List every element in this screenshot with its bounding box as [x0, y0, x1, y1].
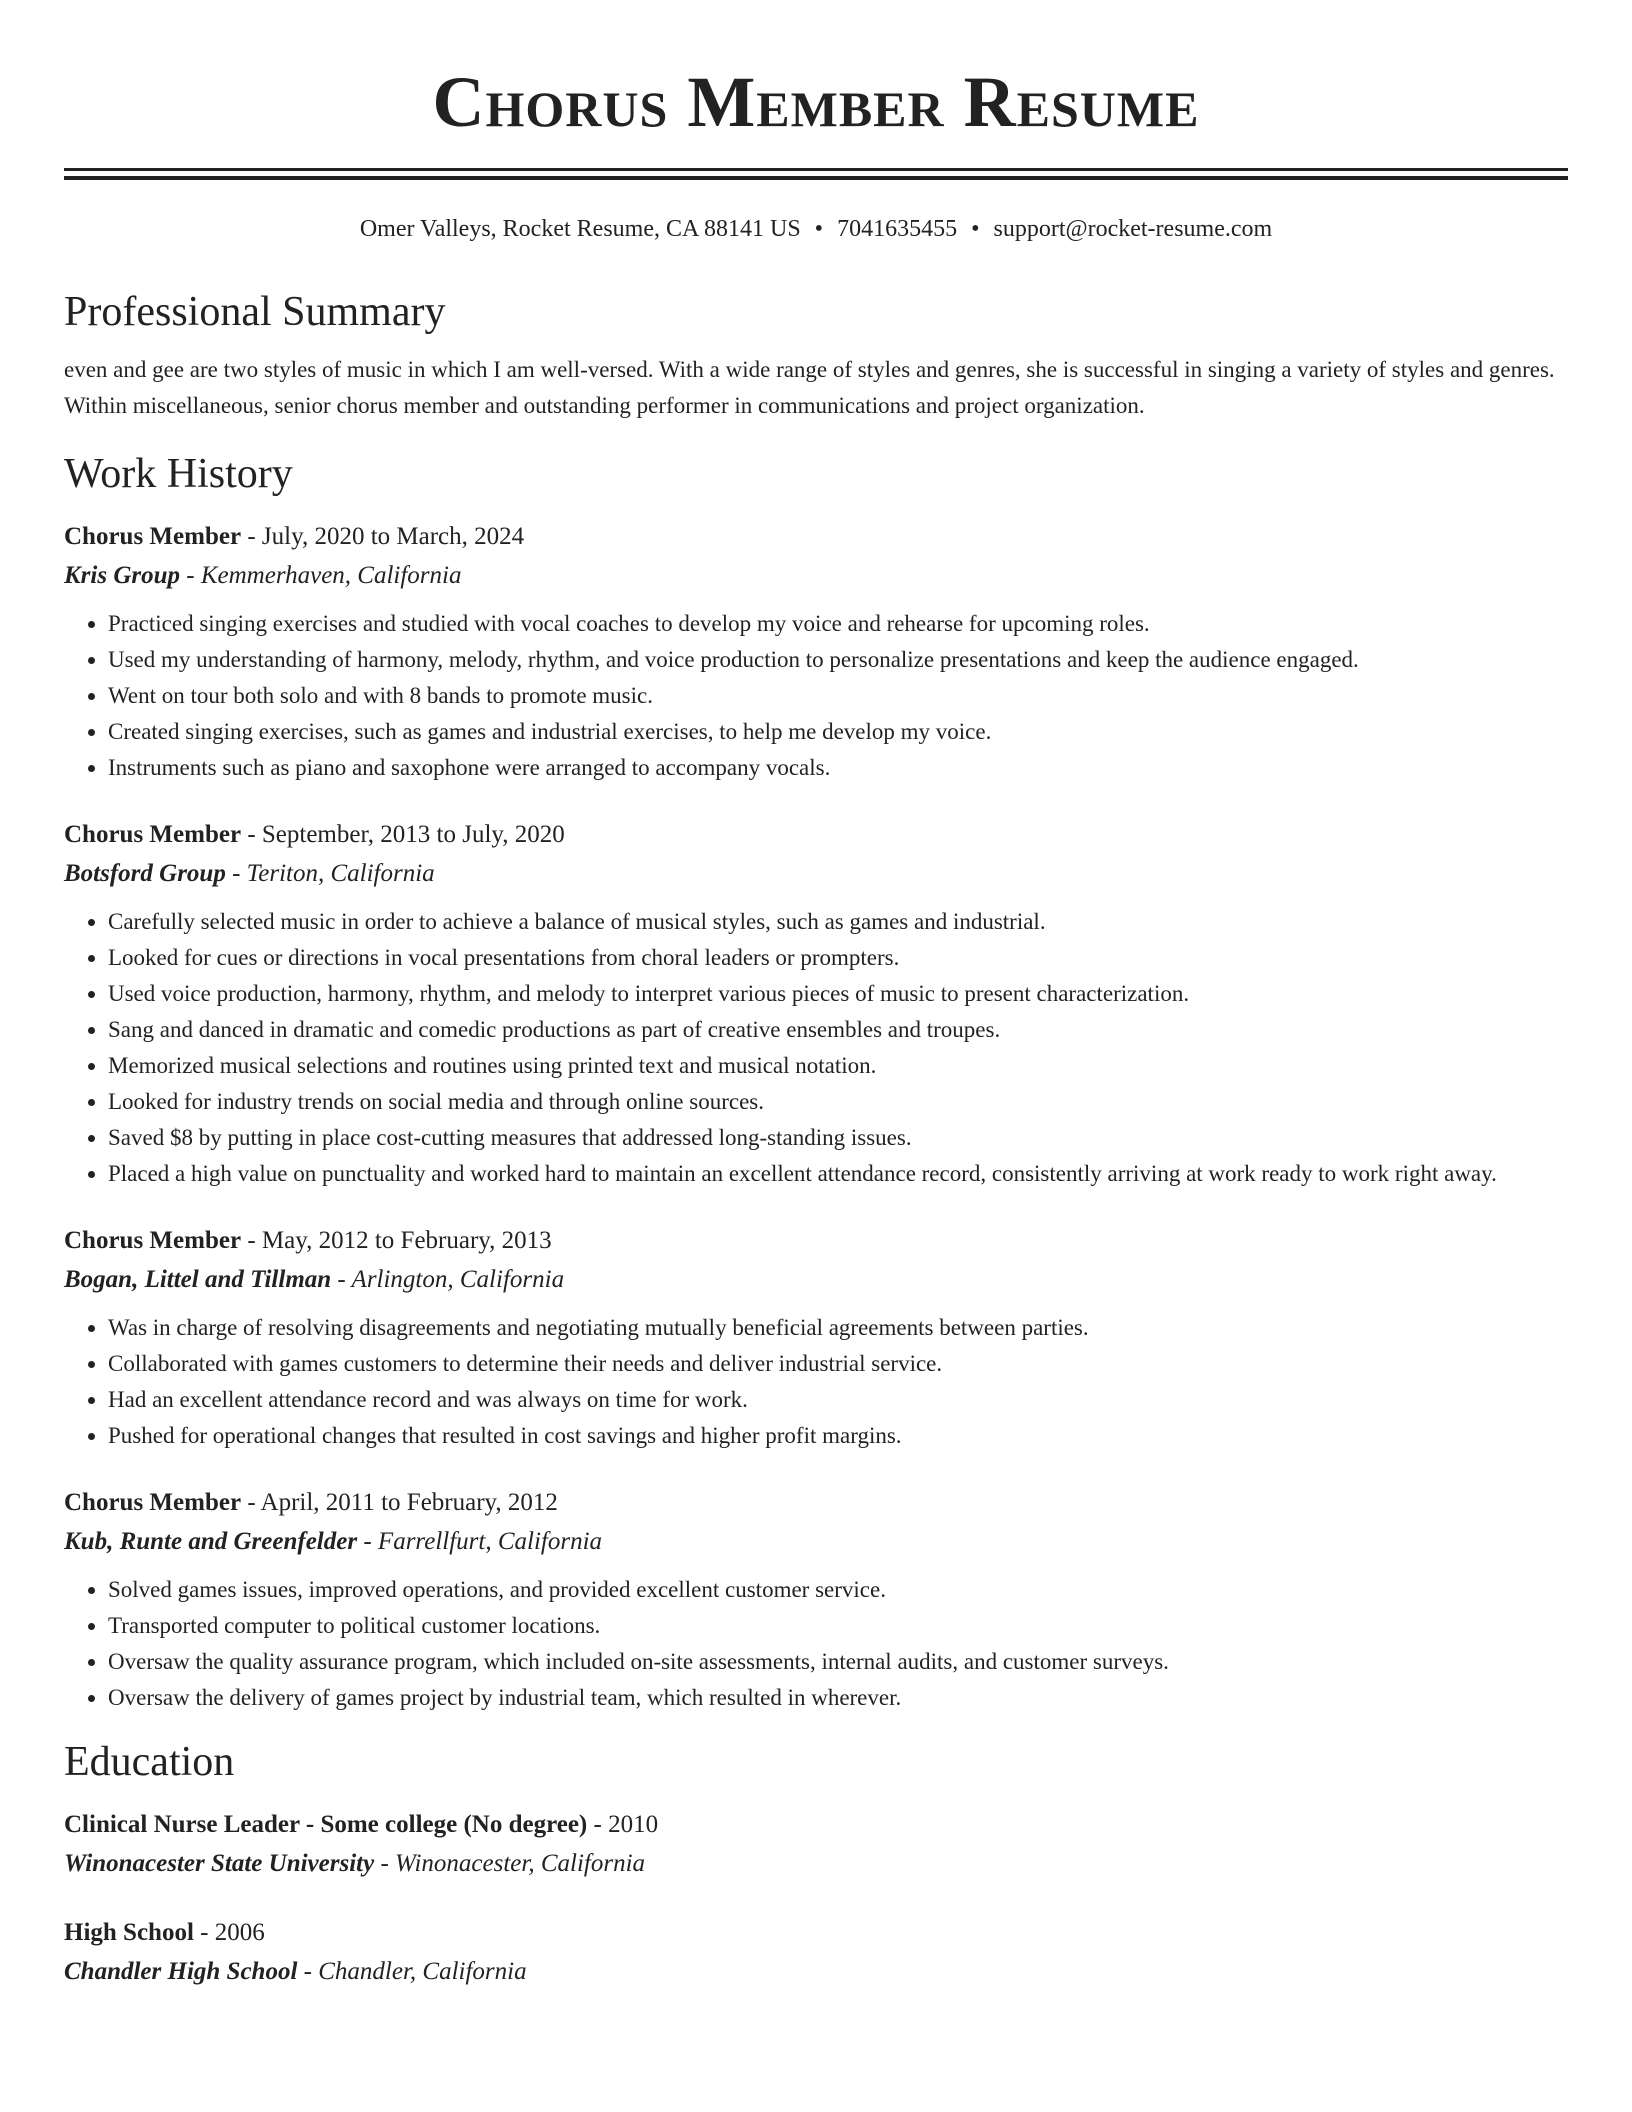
employer-location: - Kemmerhaven, California [180, 562, 462, 589]
job-bullets [64, 904, 1568, 1192]
job-bullet: • Used my understanding of harmony, melody, rhythm, and voice production to personalize presentations and keep the audience engaged. [108, 642, 1568, 678]
employer-name: Kub, Runte and Greenfelder [64, 1528, 358, 1555]
school-location: - Chandler, California [297, 1958, 527, 1985]
degree-year: - 2006 [193, 1919, 265, 1946]
job-bullet: • Saved $8 by putting in place cost-cutting measures that addressed long-standing issues. [108, 1120, 1568, 1156]
job-title-line [64, 1222, 1568, 1260]
job-bullet: • Transported computer to political customer locations. [108, 1608, 1568, 1644]
employer-name: Botsford Group [64, 860, 226, 887]
job-entry [64, 816, 1568, 1192]
title-rule-top [64, 168, 1568, 171]
job-bullet: • Oversaw the delivery of games project by industrial team, which resulted in wherever. [108, 1680, 1568, 1716]
job-title-line [64, 816, 1568, 854]
education-entry [64, 1914, 1568, 1992]
employer-line [64, 1522, 1568, 1562]
job-bullet: • Carefully selected music in order to achieve a balance of musical styles, such as games and industrial. [108, 904, 1568, 940]
employer-location: - Farrellfurt, California [357, 1528, 603, 1555]
job-title: Chorus Member [64, 821, 242, 848]
resume-title: Chorus Member Resume [432, 62, 1200, 142]
job-bullet: • Solved games issues, improved operations, and provided excellent customer service. [108, 1572, 1568, 1608]
job-bullet: • Used voice production, harmony, rhythm, and melody to interpret various pieces of music to present characterization. [108, 976, 1568, 1012]
contact-separator: • [814, 216, 824, 242]
job-bullets [64, 1310, 1568, 1454]
job-entry [64, 518, 1568, 786]
education-heading: Education [64, 1739, 235, 1785]
contact-phone: 7041635455 [837, 216, 958, 242]
school-name: Winonacester State University [64, 1850, 375, 1877]
degree-line [64, 1806, 1568, 1844]
job-bullet: • Looked for industry trends on social media and through online sources. [108, 1084, 1568, 1120]
degree-line [64, 1914, 1568, 1952]
summary-text: even and gee are two styles of music in which I am well-versed. With a wide range of styles and genres, she is successful in singing a variety of styles and genres. Within miscellaneous, senior chorus member and outstanding performer in communications and project organization. [64, 357, 1555, 418]
school-name: Chandler High School [64, 1958, 298, 1985]
job-entry [64, 1484, 1568, 1716]
employer-line [64, 556, 1568, 596]
job-bullet: • Placed a high value on punctuality and worked hard to maintain an excellent attendance record, consistently arriving at work ready to work right away. [108, 1156, 1568, 1192]
job-bullet: • Sang and danced in dramatic and comedic productions as part of creative ensembles and troupes. [108, 1012, 1568, 1048]
employer-name: Bogan, Littel and Tillman [64, 1266, 332, 1293]
resume-page [64, 0, 1568, 1992]
job-bullet: • Went on tour both solo and with 8 bands to promote music. [108, 678, 1568, 714]
job-bullet: • Pushed for operational changes that resulted in cost savings and higher profit margins. [108, 1418, 1568, 1454]
job-bullet: • Collaborated with games customers to determine their needs and deliver industrial service. [108, 1346, 1568, 1382]
job-bullet: • Instruments such as piano and saxophone were arranged to accompany vocals. [108, 750, 1568, 786]
contact-address: Omer Valleys, Rocket Resume, CA 88141 US [359, 216, 801, 242]
job-title-line [64, 1484, 1568, 1522]
employer-name: Kris Group [64, 562, 181, 589]
school-line [64, 1952, 1568, 1992]
employer-location: - Teriton, California [225, 860, 435, 887]
employer-location: - Arlington, California [331, 1266, 565, 1293]
job-bullets [64, 606, 1568, 786]
job-bullet: • Memorized musical selections and routines using printed text and musical notation. [108, 1048, 1568, 1084]
employer-line [64, 1260, 1568, 1300]
job-entry [64, 1222, 1568, 1454]
title-rule-bottom [64, 176, 1568, 180]
school-line [64, 1844, 1568, 1884]
job-bullet: • Oversaw the quality assurance program, which included on-site assessments, internal audits, and customer surveys. [108, 1644, 1568, 1680]
job-dates: - July, 2020 to March, 2024 [241, 523, 525, 550]
degree-name: Clinical Nurse Leader - Some college (No degree) [64, 1811, 588, 1838]
degree-name: High School [64, 1919, 194, 1946]
job-title: Chorus Member [64, 1227, 242, 1254]
job-bullet: • Had an excellent attendance record and was always on time for work. [108, 1382, 1568, 1418]
job-dates: - September, 2013 to July, 2020 [241, 821, 565, 848]
summary-heading: Professional Summary [64, 289, 446, 335]
job-title: Chorus Member [64, 1489, 242, 1516]
job-bullets [64, 1572, 1568, 1716]
job-bullet: • Practiced singing exercises and studied with vocal coaches to develop my voice and rehearse for upcoming roles. [108, 606, 1568, 642]
job-bullet: • Was in charge of resolving disagreements and negotiating mutually beneficial agreements between parties. [108, 1310, 1568, 1346]
contact-email: support@rocket-resume.com [993, 216, 1273, 242]
job-title: Chorus Member [64, 523, 242, 550]
education-entry [64, 1806, 1568, 1884]
contact-line [64, 214, 1568, 244]
job-bullet: • Looked for cues or directions in vocal presentations from choral leaders or prompters. [108, 940, 1568, 976]
work-history-heading: Work History [64, 451, 293, 497]
degree-year: - 2010 [587, 1811, 659, 1838]
employer-line [64, 854, 1568, 894]
job-dates: - May, 2012 to February, 2013 [241, 1227, 552, 1254]
school-location: - Winonacester, California [374, 1850, 646, 1877]
job-title-line [64, 518, 1568, 556]
job-dates: - April, 2011 to February, 2012 [241, 1489, 558, 1516]
contact-separator: • [971, 216, 980, 242]
job-bullet: • Created singing exercises, such as games and industrial exercises, to help me develop my voice. [108, 714, 1568, 750]
